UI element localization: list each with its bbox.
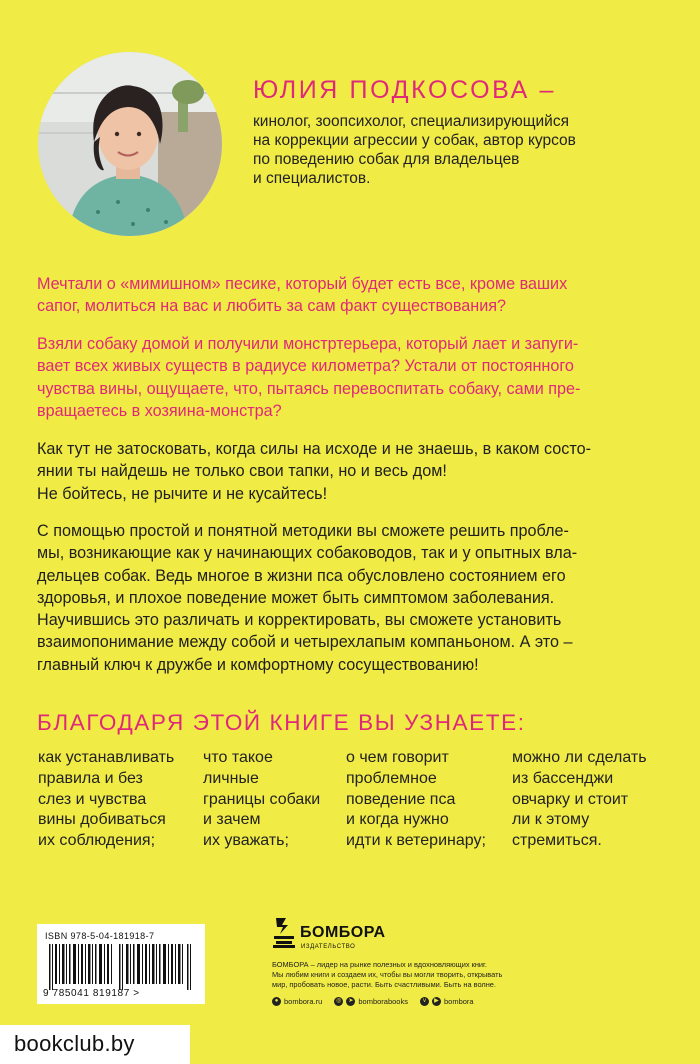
- body-paragraph-1: [37, 438, 667, 505]
- social-label: bombora.ru: [284, 997, 323, 1006]
- benefit-line: проблемное: [346, 769, 437, 787]
- youtube-icon: ▶: [432, 997, 441, 1006]
- author-bio-line: на коррекции агрессии у собак, автор курсов: [253, 132, 576, 149]
- social-label: bombora: [443, 997, 474, 1006]
- benefit-column-3: [346, 748, 486, 852]
- benefit-column-4: [512, 748, 647, 852]
- text-line: Как тут не затосковать, когда силы на исходе и не знаешь, в каком состо-: [37, 440, 591, 458]
- globe-icon: ●: [272, 997, 281, 1006]
- benefit-line: можно ли сделать: [512, 749, 647, 766]
- publisher-description-line: Мы любим книги и создаем их, чтобы вы могли творить, открывать: [272, 970, 503, 979]
- social-link-site[interactable]: [272, 997, 322, 1006]
- benefit-line: их соблюдения;: [38, 832, 156, 850]
- author-bio-line: по поведению собак для владельцев: [253, 151, 520, 168]
- publisher-socials: [272, 997, 474, 1006]
- text-line: дельцев собак. Ведь многое в жизни пса обусловлено состоянием его: [37, 566, 566, 585]
- social-link-vk[interactable]: [420, 997, 474, 1006]
- benefit-line: границы собаки: [203, 790, 321, 808]
- text-line: Не бойтесь, не рычите и не кусайтесь!: [37, 484, 328, 503]
- text-line: С помощью простой и понятной методики вы сможете решить пробле-: [37, 522, 569, 540]
- benefit-line: ли к этому: [512, 811, 590, 829]
- text-line: главный ключ к дружбе и комфортному сосуществованию!: [37, 655, 479, 674]
- benefit-line: и когда нужно: [346, 811, 449, 829]
- benefit-line: овчарку и стоит: [512, 790, 629, 808]
- benefit-line: стремиться.: [512, 832, 602, 850]
- text-line: взаимопонимание между собой и четырехлапым компаньоном. А это –: [37, 633, 573, 652]
- benefit-line: что такое: [203, 749, 273, 766]
- benefit-line: личные: [203, 769, 259, 787]
- text-line: здоровья, и плохое поведение может быть симптомом заболевания.: [37, 588, 555, 607]
- author-bio-line: и специалистов.: [253, 170, 371, 187]
- vk-icon: v: [420, 997, 429, 1006]
- text-line: Мечтали о «мимишном» песике, который будет есть все, кроме ваших: [37, 275, 568, 293]
- benefit-line: и зачем: [203, 811, 261, 829]
- body-paragraph-2: [37, 520, 667, 676]
- publisher-description-line: мир, пробовать новое, расти. Быть счастливыми. Быть на волне.: [272, 980, 496, 989]
- benefits-title: БЛАГОДАРЯ ЭТОЙ КНИГЕ ВЫ УЗНАЕТЕ:: [37, 710, 526, 735]
- benefit-line: о чем говорит: [346, 749, 449, 766]
- text-line: Научившись это различать и корректировать, вы сможете установить: [37, 611, 562, 630]
- social-link-instagram[interactable]: [334, 997, 408, 1006]
- watermark-text: bookclub.by: [14, 1031, 135, 1056]
- text-line: янии ты найдешь не только свои тапки, но и весь дом!: [37, 462, 447, 481]
- isbn-label: ISBN 978-5-04-181918-7: [45, 931, 155, 941]
- benefit-line: идти к ветеринару;: [346, 832, 486, 850]
- intro-paragraph-1: [37, 273, 667, 318]
- benefit-line: правила и без: [38, 769, 143, 787]
- telegram-icon: ➤: [348, 998, 354, 1004]
- barcode-block: [37, 924, 205, 1004]
- author-name: ЮЛИЯ ПОДКОСОВА –: [253, 76, 556, 104]
- benefit-column-1: [38, 748, 174, 852]
- benefit-line: слез и чувства: [38, 790, 147, 808]
- publisher-description-line: БОМБОРА – лидер на рынке полезных и вдохновляющих книг.: [272, 960, 487, 969]
- barcode-digits: 9 785041 819187 >: [43, 988, 140, 999]
- instagram-icon: ◎: [336, 998, 342, 1004]
- text-line: чувства вины, ощущаете, что, пытаясь перевоспитать собаку, сами пре-: [37, 379, 581, 398]
- author-bio: [253, 112, 663, 188]
- text-line: сапог, молиться на вас и любить за сам факт существования?: [37, 297, 507, 316]
- benefit-line: как устанавливать: [38, 749, 175, 766]
- publisher-description: [272, 960, 572, 990]
- author-bio-line: кинолог, зоопсихолог, специализирующийся: [253, 113, 569, 130]
- publisher-logo-icon: [272, 916, 296, 948]
- text-line: мы, возникающие как у начинающих собаководов, так и у опытных вла-: [37, 544, 578, 563]
- author-photo-image: [38, 52, 222, 236]
- author-photo: [38, 52, 222, 236]
- benefit-column-2: [203, 748, 320, 852]
- publisher-subtitle: ИЗДАТЕЛЬСТВО: [301, 944, 356, 950]
- intro-paragraph-2: [37, 333, 667, 422]
- text-line: вращаетесь в хозяина-монстра?: [37, 401, 282, 420]
- benefit-line: поведение пса: [346, 790, 456, 808]
- benefit-line: вины добиваться: [38, 811, 166, 829]
- text-line: вает всех живых существ в радиусе километра? Устали от постоянного: [37, 357, 574, 376]
- benefit-line: их уважать;: [203, 832, 289, 850]
- publisher-name: БОМБОРА: [300, 924, 386, 941]
- benefit-line: из бассенджи: [512, 769, 614, 787]
- text-line: Взяли собаку домой и получили монстртерьера, который лает и запуги-: [37, 335, 579, 353]
- barcode-bars: [47, 944, 197, 990]
- social-label: bomborabooks: [358, 997, 408, 1006]
